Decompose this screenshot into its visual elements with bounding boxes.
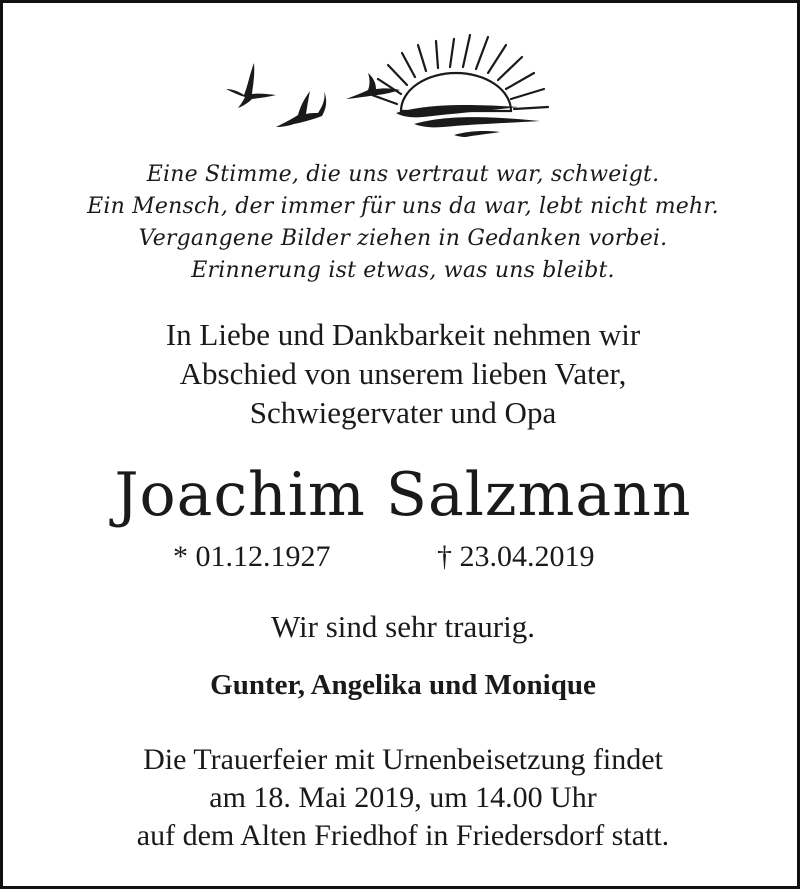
- sentiment-line: Wir sind sehr traurig.: [271, 609, 535, 644]
- life-dates: [3, 539, 800, 575]
- deceased-name: Joachim Salzmann: [114, 460, 692, 530]
- death-date: † 23.04.2019: [437, 540, 595, 573]
- cranes-over-sunrise-icon: [218, 23, 578, 148]
- intro-line: Abschied von unserem lieben Vater,: [179, 356, 627, 391]
- ceremony-line: am 18. Mai 2019, um 14.00 Uhr: [209, 781, 597, 814]
- intro-line: In Liebe und Dankbarkeit nehmen wir: [165, 317, 641, 352]
- ceremony-line: auf dem Alten Friedhof in Friedersdorf statt.: [136, 819, 670, 852]
- poem-line: Erinnerung ist etwas, was uns bleibt.: [191, 258, 615, 283]
- flying-bird-icon: [226, 63, 276, 108]
- poem-line: Eine Stimme, die uns vertraut war, schweigt.: [146, 162, 660, 187]
- intro-line: Schwiegervater und Opa: [249, 395, 557, 430]
- mourners-names: Gunter, Angelika und Monique: [210, 669, 596, 701]
- flying-bird-icon: [276, 91, 326, 127]
- ceremony-details: [3, 741, 800, 855]
- memorial-poem: [3, 159, 800, 287]
- poem-line: Vergangene Bilder ziehen in Gedanken vorbei.: [138, 226, 668, 251]
- ceremony-line: Die Trauerfeier mit Urnenbeisetzung findet: [143, 743, 663, 776]
- poem-line: Ein Mensch, der immer für uns da war, lebt nicht mehr.: [87, 194, 719, 219]
- birth-date: * 01.12.1927: [173, 540, 331, 573]
- farewell-intro: [3, 315, 800, 432]
